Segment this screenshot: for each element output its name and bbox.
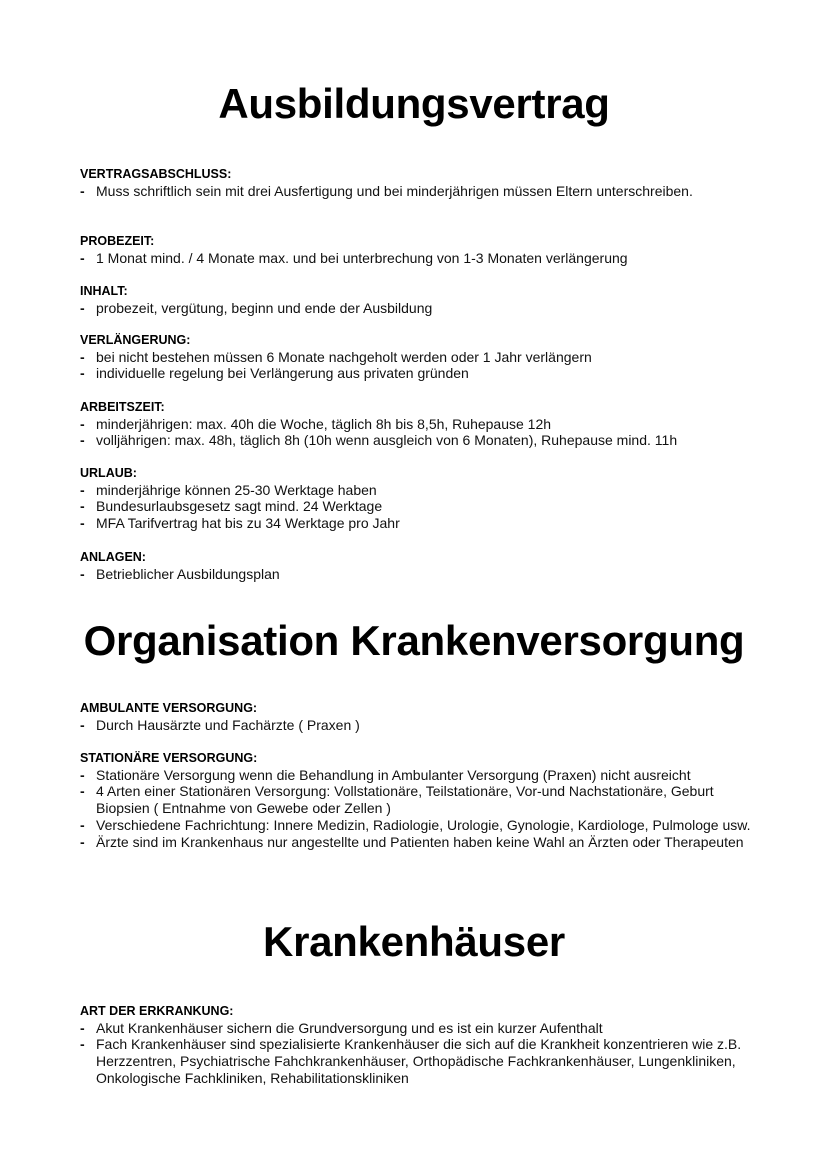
section-heading: ARBEITSZEIT: [80, 400, 165, 414]
list-item: - Muss schriftlich sein mit drei Ausfertigung und bei minderjährigen müssen Eltern unterschreiben. [80, 183, 760, 200]
section-heading: ART DER ERKRANKUNG: [80, 1004, 234, 1018]
list-item: - Betrieblicher Ausbildungsplan [80, 566, 760, 583]
section-probezeit [80, 233, 760, 266]
list-item: - Fach Krankenhäuser sind spezialisierte Krankenhäuser die sich auf die Krankheit konzentrieren wie z.B. Herzzentren, Psychiatrische Fahchkrankenhäuser, Orthopädische Fachkrankenhäuser, Lungenkliniken, Onkologische Fachkliniken, Rehabilitationskliniken [80, 1036, 760, 1086]
section-stationaere-versorgung [80, 750, 760, 850]
list-item: - Ärzte sind im Krankenhaus nur angestellte und Patienten haben keine Wahl an Ärzten oder Therapeuten [80, 834, 760, 851]
list-item: - Verschiedene Fachrichtung: Innere Medizin, Radiologie, Urologie, Gynologie, Kardiologe, Pulmologe usw. [80, 817, 760, 834]
section-heading: URLAUB: [80, 466, 137, 480]
page-title-ausbildungsvertrag: Ausbildungsvertrag [218, 80, 610, 127]
section-heading: PROBEZEIT: [80, 234, 155, 248]
list-item: - probezeit, vergütung, beginn und ende der Ausbildung [80, 300, 760, 317]
bullet-list [80, 566, 760, 583]
section-heading: VERLÄNGERUNG: [80, 333, 191, 347]
list-item: - Durch Hausärzte und Fachärzte ( Praxen ) [80, 717, 760, 734]
bullet-list [80, 416, 760, 450]
section-heading: STATIONÄRE VERSORGUNG: [80, 751, 258, 765]
section-arbeitszeit [80, 399, 760, 449]
section-heading: AMBULANTE VERSORGUNG: [80, 701, 258, 715]
section-verlaengerung [80, 332, 760, 382]
section-urlaub [80, 465, 760, 532]
bullet-list [80, 250, 760, 267]
bullet-list [80, 1020, 760, 1087]
bullet-list [80, 349, 760, 383]
bullet-list [80, 300, 760, 317]
section-ambulante-versorgung [80, 700, 760, 733]
bullet-list [80, 482, 760, 532]
page-title-krankenhaeuser: Krankenhäuser [263, 918, 565, 965]
section-heading: ANLAGEN: [80, 550, 146, 564]
list-item: - volljährigen: max. 48h, täglich 8h (10h wenn ausgleich von 6 Monaten), Ruhepause mind. 11h [80, 432, 760, 449]
list-item: - 4 Arten einer Stationären Versorgung: Vollstationäre, Teilstationäre, Vor-und Nachstationäre, Geburt Biopsien ( Entnahme von Gewebe oder Zellen ) [80, 783, 760, 817]
bullet-list [80, 183, 760, 200]
section-heading: VERTRAGSABSCHLUSS: [80, 167, 232, 181]
list-item: - Stationäre Versorgung wenn die Behandlung in Ambulanter Versorgung (Praxen) nicht ausreicht [80, 767, 760, 784]
bullet-list [80, 767, 760, 851]
bullet-list [80, 717, 760, 734]
list-item: - minderjährigen: max. 40h die Woche, täglich 8h bis 8,5h, Ruhepause 12h [80, 416, 760, 433]
list-item: - Akut Krankenhäuser sichern die Grundversorgung und es ist ein kurzer Aufenthalt [80, 1020, 760, 1037]
list-item: - MFA Tarifvertrag hat bis zu 34 Werktage pro Jahr [80, 515, 760, 532]
list-item: - minderjährige können 25-30 Werktage haben [80, 482, 760, 499]
list-item: - 1 Monat mind. / 4 Monate max. und bei unterbrechung von 1-3 Monaten verlängerung [80, 250, 760, 267]
section-heading: INHALT: [80, 284, 128, 298]
section-vertragsabschluss [80, 166, 760, 199]
section-inhalt [80, 283, 760, 316]
section-art-der-erkrankung [80, 1003, 760, 1087]
list-item: - bei nicht bestehen müssen 6 Monate nachgeholt werden oder 1 Jahr verlängern [80, 349, 760, 366]
section-anlagen [80, 549, 760, 582]
page-title-organisation-krankenversorgung: Organisation Krankenversorgung [83, 617, 745, 664]
list-item: - individuelle regelung bei Verlängerung aus privaten gründen [80, 365, 760, 382]
list-item: - Bundesurlaubsgesetz sagt mind. 24 Werktage [80, 498, 760, 515]
